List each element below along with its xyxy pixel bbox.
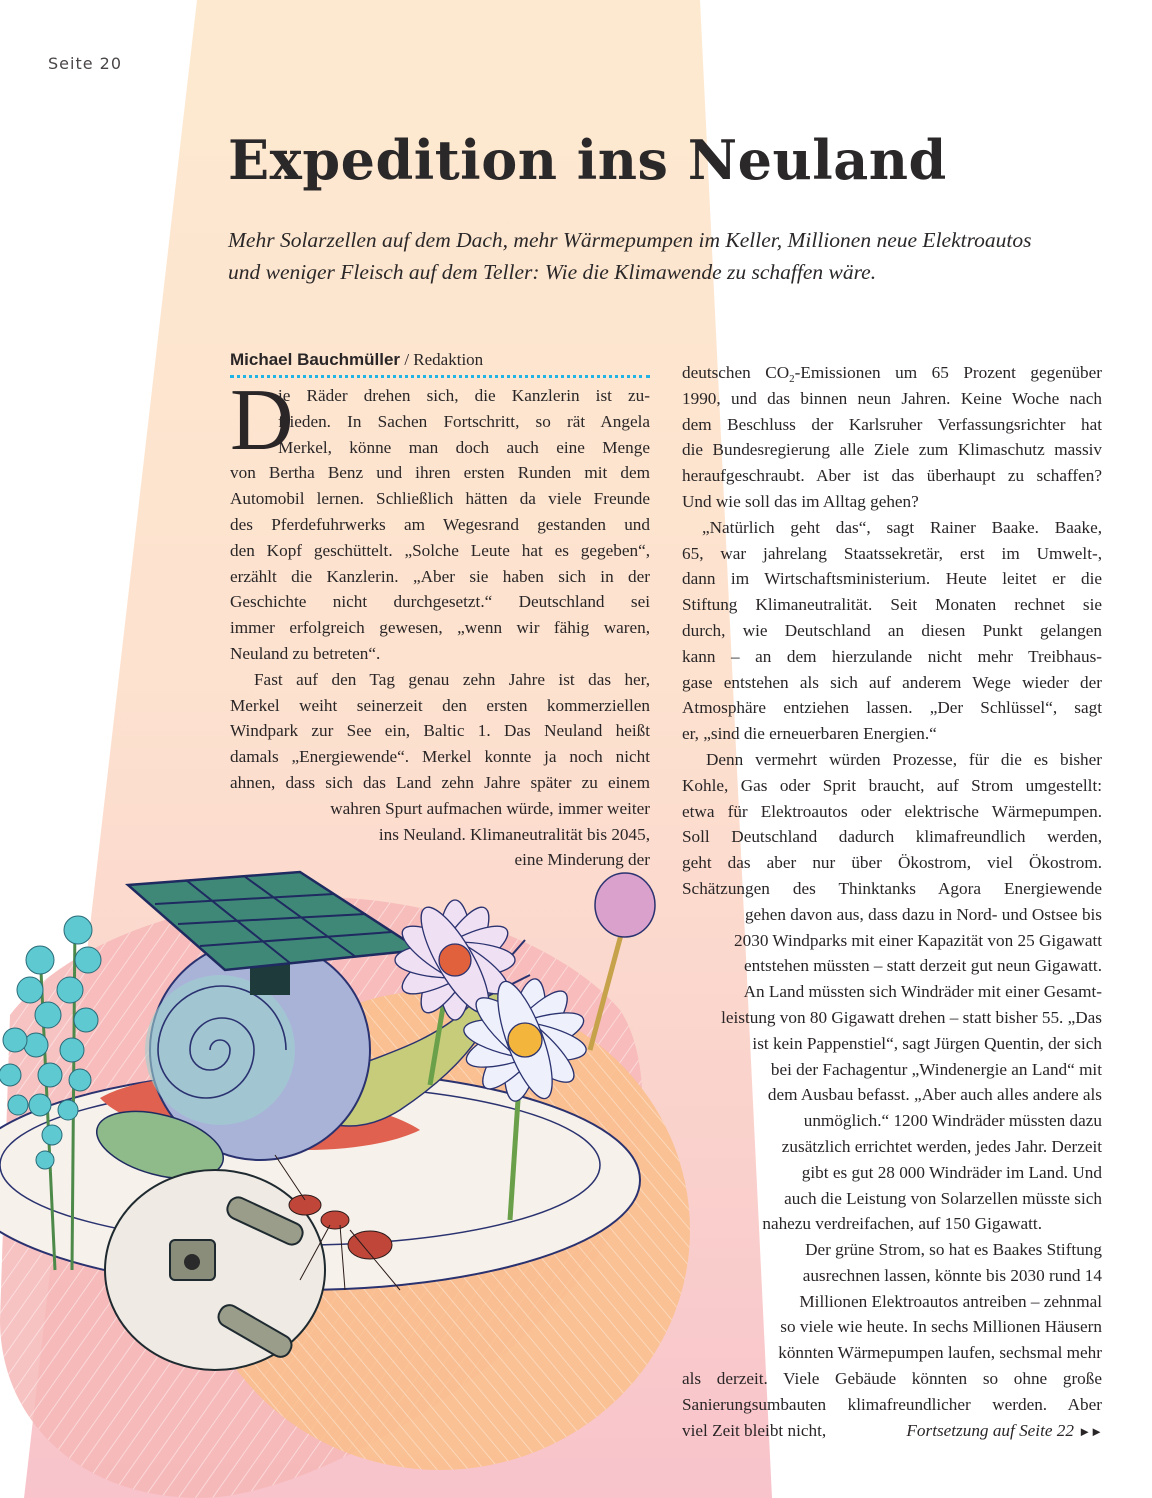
- text-line: ist kein Pappenstiel“, sagt Jürgen Quentin, der sich: [752, 1033, 1102, 1053]
- text-line: Merkel, könne man doch auch eine Menge: [278, 437, 650, 457]
- text-line: er, „sind die erneuerbaren Energien.“: [682, 724, 937, 744]
- text-line: geht das aber nur über Ökostrom, viel Ökostrom.: [682, 853, 1102, 873]
- text-line: Sanierungsumbauten klimafreundlicher werden. Aber: [682, 1394, 1102, 1414]
- text-line: den Kopf geschüttelt. „Solche Leute hat es gegeben“,: [230, 540, 650, 560]
- text-line-continuation: [682, 1418, 1102, 1444]
- text-line: nahezu verdreifachen, auf 150 Gigawatt.: [762, 1214, 1042, 1234]
- text-line: Denn vermehrt würden Prozesse, für die es bisher: [706, 749, 1102, 769]
- continuation-label: Fortsetzung auf Seite 22: [906, 1420, 1074, 1440]
- text-line-co2: [682, 360, 1102, 386]
- text-line: Windpark zur See ein, Baltic 1. Das Neuland heißt: [230, 721, 650, 741]
- text-line: wahren Spurt aufmachen würde, immer weiter: [330, 798, 650, 818]
- byline-separator: /: [400, 350, 414, 369]
- text-line: gase entstehen als sich auf anderem Wege wieder der: [682, 672, 1102, 692]
- text-line: durch, wie Deutschland an diesen Punkt gelangen: [682, 620, 1102, 640]
- page-number-label: Seite 20: [48, 54, 123, 73]
- text-fragment: deutschen CO: [682, 363, 790, 382]
- text-line: frieden. In Sachen Fortschritt, so rät Angela: [278, 411, 650, 431]
- text-line: entstehen müssten – statt derzeit gut neun Gigawatt.: [744, 956, 1102, 976]
- byline-role: Redaktion: [413, 350, 484, 369]
- text-line: 2030 Windparks mit einer Kapazität von 25 Gigawatt: [734, 930, 1102, 950]
- text-line: dem Ausbau befasst. „Aber auch alles andere als: [767, 1085, 1102, 1105]
- text-line: Der grüne Strom, so hat es Baakes Stiftung: [805, 1240, 1102, 1260]
- byline-author: Michael Bauchmüller: [230, 350, 401, 369]
- text-line: Fast auf den Tag genau zehn Jahre ist das her,: [254, 669, 650, 689]
- article-dek: [228, 224, 1048, 288]
- text-line: könnten Wärmepumpen laufen, sechsmal mehr: [778, 1343, 1102, 1363]
- article-illustration: [0, 800, 700, 1498]
- opening-paragraph: [230, 372, 650, 667]
- text-line: dann im Wirtschaftsministerium. Heute leitet er die: [682, 569, 1102, 589]
- text-line: ahnen, dass sich das Land zehn Jahre später zu einem: [230, 772, 650, 792]
- text-line: kann – an dem hierzulande nicht mehr Treibhaus-: [682, 646, 1102, 666]
- text-line: gehen davon aus, dass dazu in Nord- und Ostsee bis: [744, 904, 1102, 924]
- text-line: von Bertha Benz und ihren ersten Runden mit dem: [230, 463, 650, 483]
- text-line: Millionen Elektroautos antreiben – zehnmal: [799, 1291, 1102, 1311]
- text-line: des Pferdefuhrwerks am Wegesrand gestanden und: [230, 514, 650, 534]
- text-line: die Bundesregierung alle Ziele zum Klimaschutz massiv: [682, 440, 1102, 460]
- article-column-1: [230, 372, 650, 873]
- text-line: 65, war jahrelang Staatssekretär, erst im Umwelt-,: [682, 543, 1102, 563]
- text-line: Automobil lernen. Schließlich hätten da viele Freunde: [230, 489, 650, 509]
- text-line: etwa für Elektroautos oder elektrische Wärmepumpen.: [682, 801, 1102, 821]
- article-title: Expedition ins Neuland: [228, 128, 947, 192]
- text-line: ie Räder drehen sich, die Kanzlerin ist zu-: [278, 386, 650, 405]
- article-column-2: [682, 360, 1102, 1443]
- text-line: so viele wie heute. In sechs Millionen Häusern: [780, 1317, 1102, 1337]
- text-line: Stiftung Klimaneutralität. Seit Monaten rechnet sie: [682, 595, 1102, 615]
- text-line: immer erfolgreich gewesen, „wenn wir fähig waren,: [230, 618, 650, 638]
- subscript: 2: [789, 373, 795, 385]
- dek-line: und weniger Fleisch auf dem Teller: Wie die Klimawende zu schaffen wäre.: [228, 260, 877, 284]
- text-line: unmöglich.“ 1200 Windräder müssten dazu: [803, 1111, 1102, 1131]
- text-line: Geschichte nicht durchgesetzt.“ Deutschland sei: [230, 592, 650, 612]
- text-line: als derzeit. Viele Gebäude könnten so ohne große: [682, 1369, 1102, 1389]
- text-line: zusätzlich errichtet werden, jedes Jahr. Derzeit: [781, 1136, 1102, 1156]
- text-line: Atmosphäre entziehen lassen. „Der Schlüssel“, sagt: [682, 698, 1102, 718]
- text-line: Und wie soll das im Alltag gehen?: [682, 491, 919, 511]
- text-line: 1990, und das binnen neun Jahren. Keine Woche nach: [682, 388, 1102, 408]
- text-line: ausrechnen lassen, könnte bis 2030 rund 14: [802, 1265, 1102, 1285]
- text-line: Soll Deutschland dadurch klimafreundlich werden,: [682, 827, 1102, 847]
- text-line: Schätzungen des Thinktanks Agora Energiewende: [682, 878, 1102, 898]
- text-fragment: viel Zeit bleibt nicht,: [682, 1420, 827, 1440]
- text-line: eine Minderung der: [514, 850, 650, 870]
- text-line: Neuland zu betreten“.: [230, 643, 381, 663]
- drop-cap: D: [230, 372, 294, 469]
- text-line: Kohle, Gas oder Sprit braucht, auf Strom umgestellt:: [682, 775, 1102, 795]
- text-line: leistung von 80 Gigawatt drehen – statt bisher 55. „Das: [721, 1007, 1102, 1027]
- text-line: Merkel weiht seinerzeit den ersten kommerziellen: [230, 695, 650, 715]
- text-line: gibt es gut 28 000 Windräder im Land. Und: [801, 1162, 1102, 1182]
- double-arrow-right-icon: ►►: [1078, 1423, 1102, 1439]
- text-line: ins Neuland. Klimaneutralität bis 2045,: [378, 824, 650, 844]
- text-line: dem Beschluss der Karlsruher Verfassungsrichter hat: [682, 414, 1102, 434]
- text-line: auch die Leistung von Solarzellen müsste sich: [784, 1188, 1102, 1208]
- dek-line: Mehr Solarzellen auf dem Dach, mehr Wärmepumpen im Keller, Millionen neue Elektroautos: [228, 228, 1032, 252]
- text-line: damals „Energiewende“. Merkel konnte ja noch nicht: [230, 747, 650, 767]
- continuation-link[interactable]: [906, 1418, 1102, 1444]
- text-line: „Natürlich geht das“, sagt Rainer Baake. Baake,: [702, 517, 1102, 537]
- text-line: An Land müssten sich Windräder mit einer Gesamt-: [743, 982, 1102, 1002]
- text-line: bei der Fachagentur „Windenergie an Land“ mit: [770, 1059, 1102, 1079]
- text-line: erzählt die Kanzlerin. „Aber sie haben sich in der: [230, 566, 650, 586]
- text-fragment: -Emissionen um 65 Prozent gegenüber: [794, 363, 1102, 382]
- text-line: heraufgeschraubt. Aber ist das überhaupt zu schaffen?: [682, 466, 1102, 486]
